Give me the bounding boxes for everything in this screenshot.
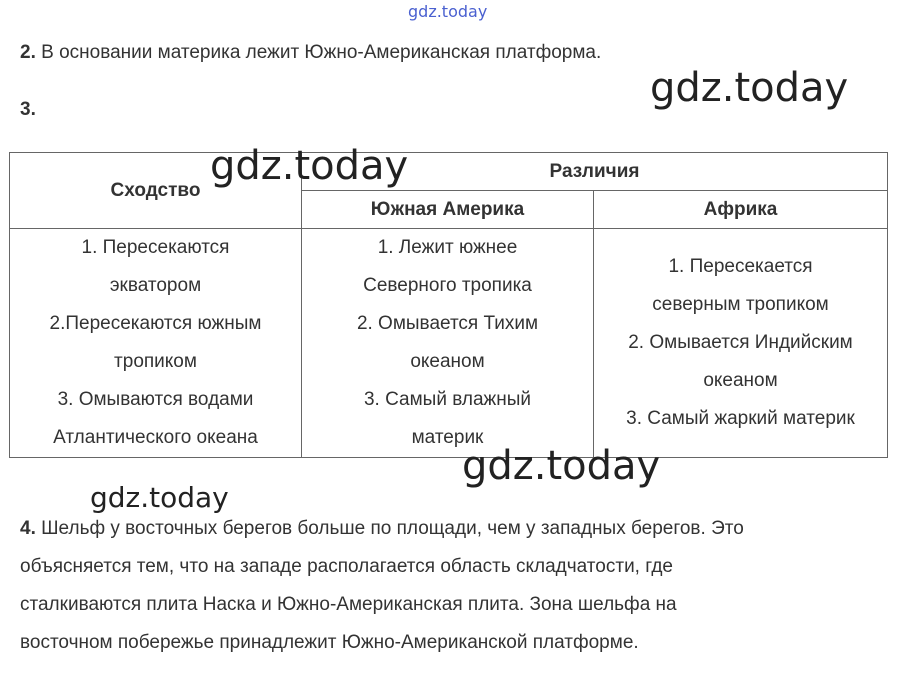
answer-4-number: 4. [20, 518, 36, 539]
south-america-line: Северного тропика [363, 275, 532, 296]
africa-line: северным тропиком [652, 294, 829, 315]
watermark: gdz.today [90, 481, 229, 514]
similarity-header: Сходство [10, 153, 302, 229]
similarity-line: 1. Пересекаются [81, 237, 230, 258]
answer-4-text: Шельф у восточных берегов больше по площади, чем у западных берегов. Это [35, 518, 744, 539]
answer-2 [20, 34, 601, 72]
answer-2-text: В основании материка лежит Южно-Американская платформа. [35, 42, 602, 63]
similarity-line: 2.Пересекаются южным [49, 313, 262, 334]
comparison-table [9, 152, 888, 458]
south-america-line: 2. Омывается Тихим [356, 313, 539, 334]
similarity-line: 3. Омываются водами [57, 389, 254, 410]
answer-4 [20, 510, 744, 662]
africa-cell [594, 229, 888, 458]
south-america-header: Южная Америка [302, 191, 594, 229]
africa-line: 2. Омывается Индийским [628, 332, 853, 353]
africa-header: Африка [594, 191, 888, 229]
watermark: gdz.today [650, 65, 849, 111]
south-america-line: 3. Самый влажный [363, 389, 532, 410]
africa-line: 1. Пересекается [668, 256, 813, 277]
answer-3 [20, 91, 36, 129]
answer-4-line [20, 510, 744, 548]
watermark: gdz.today [408, 2, 488, 21]
africa-line: 3. Самый жаркий материк [626, 408, 855, 429]
answer-4-line: сталкиваются плита Наска и Южно-Американская плита. Зона шельфа на [20, 594, 677, 615]
south-america-line: материк [411, 427, 484, 448]
differences-header: Различия [302, 153, 888, 191]
watermark: gdz.today [462, 443, 661, 489]
answer-3-number: 3. [20, 99, 36, 120]
south-america-cell [302, 229, 594, 458]
similarity-line: экватором [109, 275, 202, 296]
answer-2-number: 2. [20, 42, 36, 63]
similarity-line: Атлантического океана [53, 427, 258, 448]
africa-line: океаном [703, 370, 778, 391]
answer-4-line: восточном побережье принадлежит Южно-Американской платформе. [20, 632, 639, 653]
south-america-line: 1. Лежит южнее [377, 237, 518, 258]
answer-4-line: объясняется тем, что на западе располагается область складчатости, где [20, 556, 673, 577]
similarity-cell [10, 229, 302, 458]
watermark: gdz.today [210, 143, 409, 189]
south-america-line: океаном [410, 351, 485, 372]
similarity-line: тропиком [114, 351, 197, 372]
